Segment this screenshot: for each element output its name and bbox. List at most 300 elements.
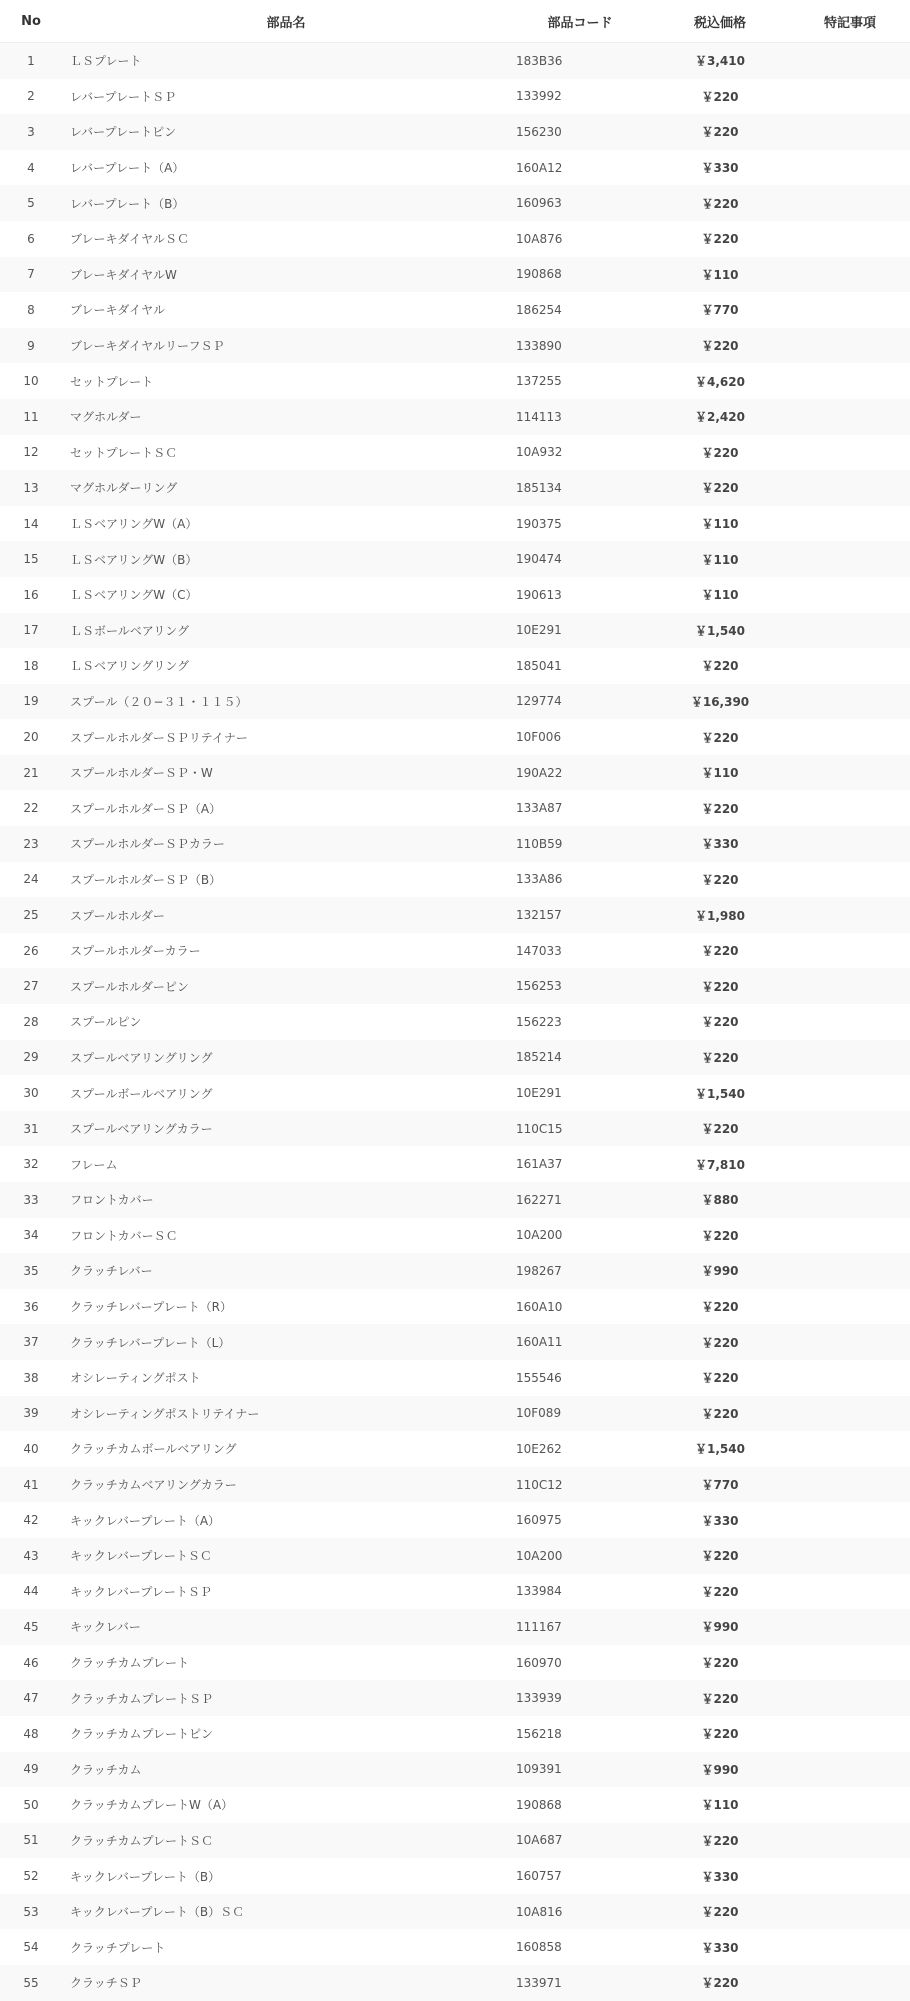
table-row (0, 1538, 910, 1574)
cell-no: 45 (0, 1609, 62, 1645)
cell-part-code: 190868 (510, 1787, 650, 1823)
cell-no: 3 (0, 114, 62, 150)
cell-part-name: オシレーティングポストリテイナー (62, 1396, 510, 1432)
cell-part-name: レバープレート（B） (62, 185, 510, 221)
cell-no: 11 (0, 399, 62, 435)
table-row (0, 1645, 910, 1681)
table-row (0, 1965, 910, 2001)
cell-part-code: 114113 (510, 399, 650, 435)
cell-no: 5 (0, 185, 62, 221)
cell-notes (790, 363, 910, 399)
table-row (0, 1894, 910, 1930)
cell-part-code: 185041 (510, 648, 650, 684)
cell-part-name: オシレーティングポスト (62, 1360, 510, 1396)
cell-no: 24 (0, 862, 62, 898)
cell-notes (790, 1574, 910, 1610)
cell-no: 42 (0, 1502, 62, 1538)
cell-no: 14 (0, 506, 62, 542)
table-row (0, 1182, 910, 1218)
cell-part-name: キックレバープレート（A） (62, 1502, 510, 1538)
cell-no: 19 (0, 684, 62, 720)
table-row (0, 1324, 910, 1360)
cell-part-name: キックレバー (62, 1609, 510, 1645)
cell-part-code: 190A22 (510, 755, 650, 791)
cell-price: ￥220 (650, 470, 790, 506)
cell-no: 51 (0, 1823, 62, 1859)
cell-notes (790, 1111, 910, 1147)
cell-no: 39 (0, 1396, 62, 1432)
cell-notes (790, 1929, 910, 1965)
cell-part-name: フロントカバーＳＣ (62, 1218, 510, 1254)
cell-notes (790, 1645, 910, 1681)
cell-price: ￥220 (650, 1218, 790, 1254)
cell-price: ￥220 (650, 1538, 790, 1574)
cell-notes (790, 1040, 910, 1076)
cell-price: ￥990 (650, 1609, 790, 1645)
cell-no: 23 (0, 826, 62, 862)
table-row (0, 1752, 910, 1788)
cell-part-code: 10E262 (510, 1431, 650, 1467)
cell-notes (790, 1431, 910, 1467)
cell-notes (790, 1965, 910, 2001)
cell-price: ￥990 (650, 1752, 790, 1788)
cell-part-name: キックレバープレート（B） (62, 1858, 510, 1894)
cell-no: 17 (0, 613, 62, 649)
cell-notes (790, 826, 910, 862)
cell-notes (790, 114, 910, 150)
cell-price: ￥110 (650, 577, 790, 613)
table-row (0, 577, 910, 613)
cell-notes (790, 1182, 910, 1218)
table-row (0, 648, 910, 684)
cell-part-code: 190868 (510, 257, 650, 293)
cell-part-code: 190375 (510, 506, 650, 542)
cell-price: ￥1,540 (650, 1431, 790, 1467)
cell-no: 46 (0, 1645, 62, 1681)
cell-price: ￥110 (650, 257, 790, 293)
cell-notes (790, 1680, 910, 1716)
cell-notes (790, 1787, 910, 1823)
cell-price: ￥220 (650, 1360, 790, 1396)
cell-part-name: クラッチカムプレートW（A） (62, 1787, 510, 1823)
cell-part-name: キックレバープレート（B）ＳＣ (62, 1894, 510, 1930)
cell-part-code: 156253 (510, 968, 650, 1004)
cell-no: 34 (0, 1218, 62, 1254)
cell-no: 43 (0, 1538, 62, 1574)
cell-part-code: 10A932 (510, 435, 650, 471)
header-notes: 特記事項 (790, 0, 910, 43)
cell-part-code: 129774 (510, 684, 650, 720)
cell-part-code: 133A86 (510, 862, 650, 898)
table-header (0, 0, 910, 43)
cell-notes (790, 1752, 910, 1788)
cell-notes (790, 185, 910, 221)
cell-price: ￥220 (650, 968, 790, 1004)
cell-no: 4 (0, 150, 62, 186)
cell-part-code: 133890 (510, 328, 650, 364)
cell-no: 40 (0, 1431, 62, 1467)
cell-notes (790, 719, 910, 755)
cell-part-name: スプールホルダーピン (62, 968, 510, 1004)
cell-part-code: 10F006 (510, 719, 650, 755)
cell-notes (790, 435, 910, 471)
table-row (0, 470, 910, 506)
cell-part-code: 185134 (510, 470, 650, 506)
table-row (0, 1146, 910, 1182)
cell-part-name: ブレーキダイヤルW (62, 257, 510, 293)
header-no: No (0, 0, 62, 43)
cell-part-code: 160970 (510, 1645, 650, 1681)
cell-price: ￥110 (650, 506, 790, 542)
table-row (0, 1858, 910, 1894)
cell-notes (790, 150, 910, 186)
table-row (0, 328, 910, 364)
cell-part-code: 10A200 (510, 1538, 650, 1574)
cell-part-name: フロントカバー (62, 1182, 510, 1218)
cell-price: ￥220 (650, 1040, 790, 1076)
cell-price: ￥110 (650, 541, 790, 577)
cell-notes (790, 613, 910, 649)
cell-part-code: 198267 (510, 1253, 650, 1289)
cell-part-code: 10E291 (510, 1075, 650, 1111)
cell-no: 36 (0, 1289, 62, 1325)
cell-notes (790, 1075, 910, 1111)
cell-no: 13 (0, 470, 62, 506)
cell-part-code: 133939 (510, 1680, 650, 1716)
cell-price: ￥330 (650, 150, 790, 186)
cell-part-code: 133984 (510, 1574, 650, 1610)
cell-price: ￥330 (650, 1858, 790, 1894)
cell-notes (790, 933, 910, 969)
table-row (0, 826, 910, 862)
cell-part-name: スプールホルダーＳＰ（B） (62, 862, 510, 898)
cell-no: 54 (0, 1929, 62, 1965)
cell-no: 38 (0, 1360, 62, 1396)
cell-price: ￥220 (650, 1574, 790, 1610)
table-row (0, 933, 910, 969)
cell-part-name: クラッチＳＰ (62, 1965, 510, 2001)
table-row (0, 185, 910, 221)
table-row (0, 719, 910, 755)
cell-part-name: クラッチカムベアリングカラー (62, 1467, 510, 1503)
cell-part-name: クラッチレバープレート（R） (62, 1289, 510, 1325)
cell-part-name: スプールベアリングリング (62, 1040, 510, 1076)
cell-no: 28 (0, 1004, 62, 1040)
cell-part-name: マグホルダーリング (62, 470, 510, 506)
cell-part-code: 137255 (510, 363, 650, 399)
cell-part-code: 10A200 (510, 1218, 650, 1254)
table-row (0, 1787, 910, 1823)
cell-notes (790, 257, 910, 293)
cell-no: 47 (0, 1680, 62, 1716)
cell-price: ￥220 (650, 1111, 790, 1147)
cell-price: ￥770 (650, 1467, 790, 1503)
cell-price: ￥220 (650, 114, 790, 150)
cell-notes (790, 541, 910, 577)
cell-part-code: 160A10 (510, 1289, 650, 1325)
cell-part-code: 110B59 (510, 826, 650, 862)
cell-notes (790, 1253, 910, 1289)
cell-notes (790, 1538, 910, 1574)
cell-part-name: クラッチカムプレートＳＣ (62, 1823, 510, 1859)
cell-price: ￥4,620 (650, 363, 790, 399)
cell-part-code: 10E291 (510, 613, 650, 649)
cell-no: 12 (0, 435, 62, 471)
table-row (0, 257, 910, 293)
cell-part-name: セットプレート (62, 363, 510, 399)
cell-price: ￥1,980 (650, 897, 790, 933)
cell-no: 53 (0, 1894, 62, 1930)
table-row (0, 541, 910, 577)
cell-notes (790, 506, 910, 542)
cell-notes (790, 1609, 910, 1645)
cell-price: ￥330 (650, 1929, 790, 1965)
table-row (0, 1289, 910, 1325)
cell-price: ￥220 (650, 1894, 790, 1930)
cell-notes (790, 1324, 910, 1360)
cell-part-code: 110C12 (510, 1467, 650, 1503)
cell-part-name: レバープレートＳＰ (62, 79, 510, 115)
cell-part-name: ＬＳベアリングW（A） (62, 506, 510, 542)
cell-part-code: 185214 (510, 1040, 650, 1076)
cell-part-code: 160A11 (510, 1324, 650, 1360)
cell-part-name: レバープレート（A） (62, 150, 510, 186)
cell-part-code: 133971 (510, 1965, 650, 2001)
cell-part-code: 160963 (510, 185, 650, 221)
cell-part-code: 190613 (510, 577, 650, 613)
cell-part-code: 183B36 (510, 43, 650, 79)
table-row (0, 897, 910, 933)
cell-part-name: ＬＳプレート (62, 43, 510, 79)
cell-part-name: ＬＳベアリングリング (62, 648, 510, 684)
cell-no: 29 (0, 1040, 62, 1076)
cell-notes (790, 1396, 910, 1432)
cell-part-name: ブレーキダイヤル (62, 292, 510, 328)
cell-part-code: 133992 (510, 79, 650, 115)
cell-notes (790, 648, 910, 684)
table-row (0, 1929, 910, 1965)
table-row (0, 1004, 910, 1040)
cell-part-code: 10A816 (510, 1894, 650, 1930)
cell-price: ￥220 (650, 1716, 790, 1752)
cell-part-name: スプールボールベアリング (62, 1075, 510, 1111)
cell-part-name: スプールホルダーＳＰカラー (62, 826, 510, 862)
cell-price: ￥770 (650, 292, 790, 328)
cell-no: 16 (0, 577, 62, 613)
cell-part-code: 161A37 (510, 1146, 650, 1182)
cell-price: ￥2,420 (650, 399, 790, 435)
table-row (0, 1218, 910, 1254)
cell-no: 37 (0, 1324, 62, 1360)
cell-part-code: 156223 (510, 1004, 650, 1040)
cell-part-name: ＬＳボールベアリング (62, 613, 510, 649)
table-row (0, 1253, 910, 1289)
cell-price: ￥3,410 (650, 43, 790, 79)
cell-part-name: ブレーキダイヤルリーフＳＰ (62, 328, 510, 364)
cell-price: ￥110 (650, 1787, 790, 1823)
cell-part-code: 155546 (510, 1360, 650, 1396)
cell-notes (790, 292, 910, 328)
cell-price: ￥880 (650, 1182, 790, 1218)
cell-notes (790, 43, 910, 79)
cell-no: 8 (0, 292, 62, 328)
cell-notes (790, 577, 910, 613)
table-row (0, 435, 910, 471)
cell-price: ￥1,540 (650, 613, 790, 649)
cell-no: 22 (0, 790, 62, 826)
cell-part-name: クラッチカムボールベアリング (62, 1431, 510, 1467)
cell-price: ￥330 (650, 826, 790, 862)
cell-no: 31 (0, 1111, 62, 1147)
cell-part-name: ＬＳベアリングW（B） (62, 541, 510, 577)
table-row (0, 1360, 910, 1396)
cell-notes (790, 1289, 910, 1325)
table-row (0, 755, 910, 791)
table-row (0, 1716, 910, 1752)
cell-price: ￥330 (650, 1502, 790, 1538)
table-row (0, 1574, 910, 1610)
cell-part-code: 133A87 (510, 790, 650, 826)
cell-part-code: 10A876 (510, 221, 650, 257)
table-row (0, 1467, 910, 1503)
cell-no: 20 (0, 719, 62, 755)
table-row (0, 1396, 910, 1432)
cell-part-name: クラッチカム (62, 1752, 510, 1788)
table-row (0, 79, 910, 115)
cell-notes (790, 684, 910, 720)
cell-no: 25 (0, 897, 62, 933)
table-row (0, 862, 910, 898)
table-row (0, 613, 910, 649)
cell-part-code: 190474 (510, 541, 650, 577)
cell-part-name: クラッチレバープレート（L） (62, 1324, 510, 1360)
cell-no: 50 (0, 1787, 62, 1823)
header-price: 税込価格 (650, 0, 790, 43)
cell-part-name: ＬＳベアリングW（C） (62, 577, 510, 613)
cell-part-code: 160757 (510, 1858, 650, 1894)
cell-notes (790, 1502, 910, 1538)
cell-part-name: クラッチカムプレートピン (62, 1716, 510, 1752)
cell-part-name: キックレバープレートＳＰ (62, 1574, 510, 1610)
table-row (0, 1680, 910, 1716)
table-row (0, 43, 910, 79)
cell-price: ￥220 (650, 1004, 790, 1040)
cell-notes (790, 399, 910, 435)
cell-part-name: スプールホルダーＳＰリテイナー (62, 719, 510, 755)
cell-no: 48 (0, 1716, 62, 1752)
cell-part-code: 147033 (510, 933, 650, 969)
cell-part-code: 160975 (510, 1502, 650, 1538)
cell-notes (790, 470, 910, 506)
cell-no: 6 (0, 221, 62, 257)
cell-part-name: ブレーキダイヤルＳＣ (62, 221, 510, 257)
cell-no: 21 (0, 755, 62, 791)
cell-part-name: レバープレートピン (62, 114, 510, 150)
cell-notes (790, 79, 910, 115)
cell-price: ￥220 (650, 790, 790, 826)
cell-part-name: フレーム (62, 1146, 510, 1182)
cell-no: 10 (0, 363, 62, 399)
cell-price: ￥220 (650, 1965, 790, 2001)
cell-part-name: クラッチカムプレート (62, 1645, 510, 1681)
cell-no: 26 (0, 933, 62, 969)
cell-part-code: 110C15 (510, 1111, 650, 1147)
cell-price: ￥220 (650, 221, 790, 257)
cell-no: 52 (0, 1858, 62, 1894)
cell-notes (790, 755, 910, 791)
cell-part-name: スプールホルダーカラー (62, 933, 510, 969)
cell-no: 49 (0, 1752, 62, 1788)
cell-notes (790, 1467, 910, 1503)
cell-price: ￥220 (650, 719, 790, 755)
cell-part-name: クラッチレバー (62, 1253, 510, 1289)
cell-no: 33 (0, 1182, 62, 1218)
cell-price: ￥220 (650, 933, 790, 969)
header-part-name: 部品名 (62, 0, 510, 43)
cell-part-name: スプール（２０−３１・１１５） (62, 684, 510, 720)
cell-no: 15 (0, 541, 62, 577)
cell-price: ￥220 (650, 1396, 790, 1432)
cell-notes (790, 897, 910, 933)
header-part-code: 部品コード (510, 0, 650, 43)
table-row (0, 1502, 910, 1538)
cell-part-name: キックレバープレートＳＣ (62, 1538, 510, 1574)
cell-price: ￥220 (650, 648, 790, 684)
header-row (0, 0, 910, 43)
cell-price: ￥220 (650, 1680, 790, 1716)
table-row (0, 399, 910, 435)
cell-price: ￥1,540 (650, 1075, 790, 1111)
cell-part-name: クラッチカムプレートＳＰ (62, 1680, 510, 1716)
cell-price: ￥990 (650, 1253, 790, 1289)
table-row (0, 1075, 910, 1111)
cell-no: 41 (0, 1467, 62, 1503)
cell-part-name: スプールベアリングカラー (62, 1111, 510, 1147)
table-row (0, 1609, 910, 1645)
cell-part-code: 132157 (510, 897, 650, 933)
table-body (0, 43, 910, 2001)
cell-price: ￥220 (650, 1823, 790, 1859)
cell-notes (790, 328, 910, 364)
cell-notes (790, 1716, 910, 1752)
cell-price: ￥220 (650, 79, 790, 115)
cell-no: 35 (0, 1253, 62, 1289)
cell-notes (790, 1858, 910, 1894)
cell-notes (790, 1360, 910, 1396)
cell-part-code: 10A687 (510, 1823, 650, 1859)
table-row (0, 150, 910, 186)
cell-price: ￥220 (650, 1324, 790, 1360)
table-row (0, 506, 910, 542)
cell-no: 7 (0, 257, 62, 293)
cell-price: ￥220 (650, 328, 790, 364)
cell-notes (790, 968, 910, 1004)
cell-part-name: スプールホルダー (62, 897, 510, 933)
cell-part-code: 156230 (510, 114, 650, 150)
cell-part-name: スプールピン (62, 1004, 510, 1040)
cell-part-code: 186254 (510, 292, 650, 328)
cell-no: 27 (0, 968, 62, 1004)
table-row (0, 968, 910, 1004)
cell-price: ￥220 (650, 435, 790, 471)
cell-part-code: 109391 (510, 1752, 650, 1788)
table-row (0, 292, 910, 328)
table-row (0, 114, 910, 150)
cell-notes (790, 1823, 910, 1859)
cell-no: 1 (0, 43, 62, 79)
cell-no: 2 (0, 79, 62, 115)
cell-part-code: 160A12 (510, 150, 650, 186)
